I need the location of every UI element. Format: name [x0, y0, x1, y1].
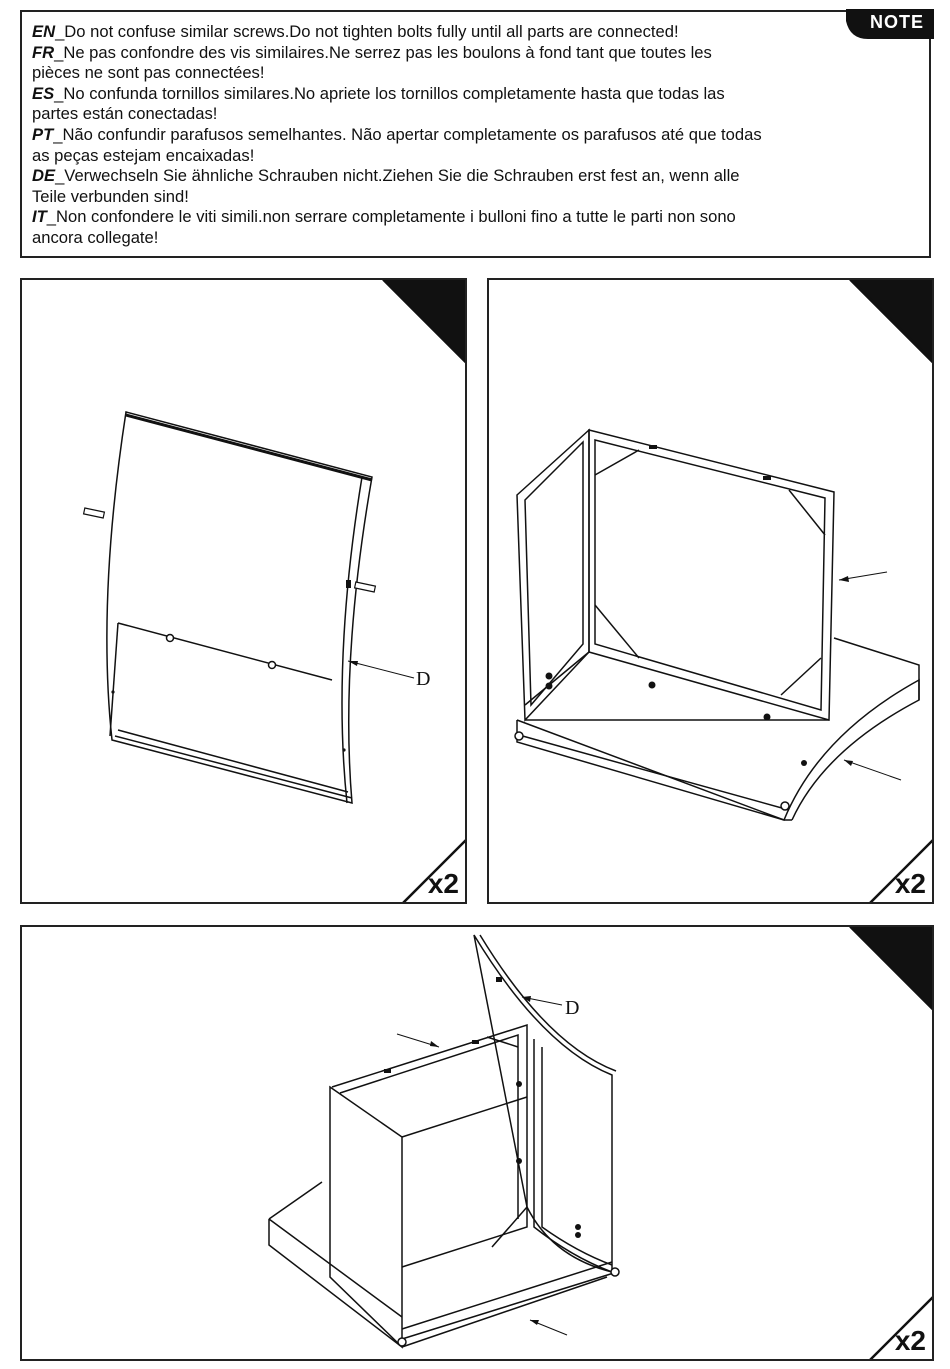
lang-code: PT [32, 124, 54, 144]
quantity-label: x2 [894, 868, 926, 899]
lang-code: ES [32, 83, 55, 103]
panel-2-illustration [489, 280, 934, 904]
lang-code: IT [32, 207, 47, 227]
note-line-fr-cont [32, 63, 762, 84]
note-line-text: _Verwechseln Sie ähnliche Schrauben nicht.Ziehen Sie die Schrauben erst fest an, wenn alle [55, 166, 740, 186]
callout-label-d: D [565, 997, 580, 1019]
note-line-pt [32, 125, 762, 146]
quantity-label: x2 [894, 1325, 926, 1356]
step-panel-2 [487, 278, 934, 904]
note-line-pt-cont [32, 146, 762, 167]
note-line-text: _Ne pas confondre des vis similaires.Ne serrez pas les boulons à fond tant que toutes les [54, 42, 712, 62]
note-line-text: _No confunda tornillos similares.No apriete los tornillos completamente hasta que todas las [54, 83, 725, 103]
note-line-text: _Do not confuse similar screws.Do not tighten bolts fully until all parts are connected! [55, 22, 679, 41]
note-text [32, 22, 762, 249]
lang-code: DE [32, 166, 56, 186]
note-tag-label: NOTE [870, 12, 925, 32]
corner-step-marker [382, 280, 467, 367]
note-line-es [32, 84, 762, 105]
note-line-text: Teile verbunden sind! [32, 186, 189, 206]
note-line-fr [32, 43, 762, 64]
note-box [20, 10, 931, 258]
note-line-it-cont [32, 228, 762, 249]
lang-code: FR [32, 42, 55, 62]
note-line-it [32, 207, 762, 228]
note-line-text: pièces ne sont pas connectées! [32, 63, 265, 83]
callout-label-d: D [416, 668, 431, 690]
step-panel-1 [20, 278, 467, 904]
step-panel-3 [20, 925, 934, 1361]
panel-1-illustration [22, 280, 467, 904]
note-line-de [32, 166, 762, 187]
note-line-text: _Non confondere le viti simili.non serrare completamente i bulloni fino a tutte le parti non sono [46, 207, 736, 227]
note-line-de-cont [32, 187, 762, 208]
note-line-en [32, 22, 762, 43]
corner-step-marker [849, 280, 934, 367]
lang-code: EN [32, 22, 56, 41]
quantity-label: x2 [427, 868, 459, 899]
note-line-text: _Não confundir parafusos semelhantes. Não apertar completamente os parafusos até que todas [53, 124, 762, 144]
note-line-text: as peças estejam encaixadas! [32, 145, 255, 165]
corner-step-marker [849, 927, 934, 1014]
note-line-text: partes están conectadas! [32, 104, 218, 124]
note-line-text: ancora collegate! [32, 227, 159, 247]
panel-3-illustration [22, 927, 934, 1361]
note-line-es-cont [32, 104, 762, 125]
